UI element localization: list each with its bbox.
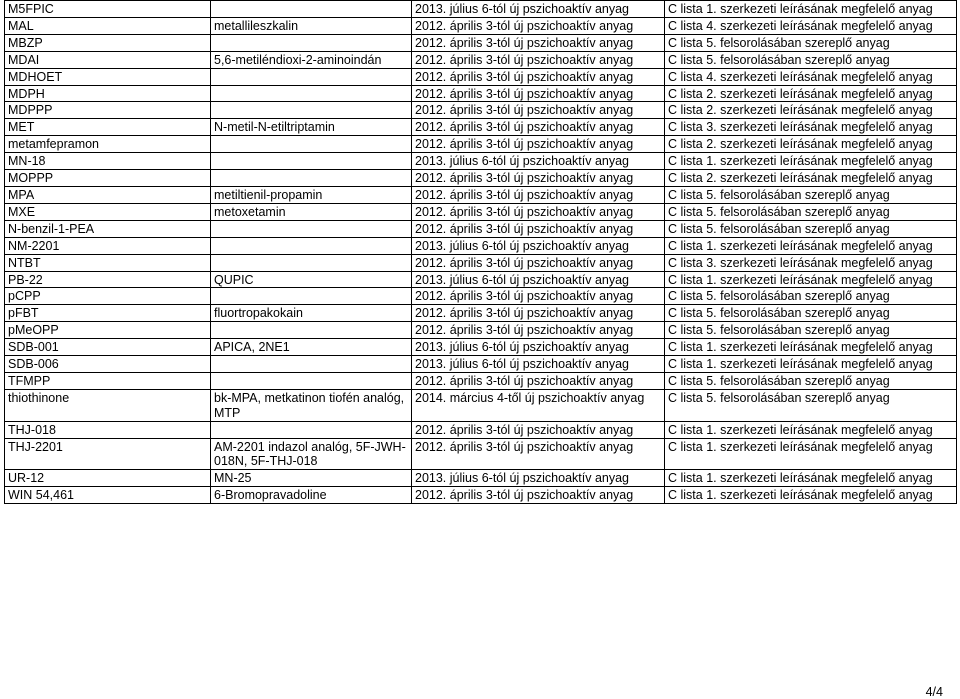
list-category-cell: C lista 4. szerkezeti leírásának megfelelő anyag (665, 68, 957, 85)
substance-alias-cell (211, 170, 412, 187)
effective-date-cell: 2012. április 3-tól új pszichoaktív anyag (412, 421, 665, 438)
substance-name-cell: M5FPIC (5, 1, 211, 18)
list-category-cell: C lista 5. felsorolásában szereplő anyag (665, 372, 957, 389)
substance-name-cell: N-benzil-1-PEA (5, 220, 211, 237)
list-category-cell: C lista 1. szerkezeti leírásának megfelelő anyag (665, 339, 957, 356)
substance-alias-cell: APICA, 2NE1 (211, 339, 412, 356)
list-category-cell: C lista 3. szerkezeti leírásának megfelelő anyag (665, 254, 957, 271)
substance-alias-cell (211, 34, 412, 51)
substance-name-cell: MAL (5, 17, 211, 34)
substance-alias-cell: metallileszkalin (211, 17, 412, 34)
substance-alias-cell (211, 288, 412, 305)
table-row (5, 203, 957, 220)
table-row (5, 305, 957, 322)
table-row (5, 17, 957, 34)
substance-name-cell: NM-2201 (5, 237, 211, 254)
effective-date-cell: 2012. április 3-tól új pszichoaktív anyag (412, 102, 665, 119)
table-row (5, 153, 957, 170)
effective-date-cell: 2012. április 3-tól új pszichoaktív anyag (412, 186, 665, 203)
substance-name-cell: MDPH (5, 85, 211, 102)
list-category-cell: C lista 5. felsorolásában szereplő anyag (665, 34, 957, 51)
substance-alias-cell: AM-2201 indazol analóg, 5F-JWH-018N, 5F-THJ-018 (211, 438, 412, 470)
list-category-cell: C lista 1. szerkezeti leírásának megfelelő anyag (665, 271, 957, 288)
list-category-cell: C lista 5. felsorolásában szereplő anyag (665, 186, 957, 203)
substance-name-cell: thiothinone (5, 389, 211, 421)
table-row (5, 271, 957, 288)
effective-date-cell: 2012. április 3-tól új pszichoaktív anyag (412, 372, 665, 389)
list-category-cell: C lista 2. szerkezeti leírásának megfelelő anyag (665, 85, 957, 102)
list-category-cell: C lista 5. felsorolásában szereplő anyag (665, 203, 957, 220)
substance-alias-cell: 5,6-metiléndioxi-2-aminoindán (211, 51, 412, 68)
substance-name-cell: MPA (5, 186, 211, 203)
substance-alias-cell: metoxetamin (211, 203, 412, 220)
substance-name-cell: UR-12 (5, 470, 211, 487)
list-category-cell: C lista 2. szerkezeti leírásának megfelelő anyag (665, 102, 957, 119)
list-category-cell: C lista 3. szerkezeti leírásának megfelelő anyag (665, 119, 957, 136)
substance-name-cell: metamfepramon (5, 136, 211, 153)
substance-name-cell: TFMPP (5, 372, 211, 389)
effective-date-cell: 2013. július 6-tól új pszichoaktív anyag (412, 356, 665, 373)
table-row (5, 288, 957, 305)
substance-alias-cell (211, 102, 412, 119)
substance-name-cell: pCPP (5, 288, 211, 305)
substance-name-cell: MDAI (5, 51, 211, 68)
substance-alias-cell (211, 372, 412, 389)
list-category-cell: C lista 1. szerkezeti leírásának megfelelő anyag (665, 470, 957, 487)
effective-date-cell: 2012. április 3-tól új pszichoaktív anyag (412, 254, 665, 271)
table-row (5, 339, 957, 356)
substance-name-cell: MDHOET (5, 68, 211, 85)
substance-alias-cell: MN-25 (211, 470, 412, 487)
table-row (5, 85, 957, 102)
table-row (5, 51, 957, 68)
list-category-cell: C lista 5. felsorolásában szereplő anyag (665, 389, 957, 421)
table-row (5, 34, 957, 51)
list-category-cell: C lista 4. szerkezeti leírásának megfelelő anyag (665, 17, 957, 34)
table-row (5, 170, 957, 187)
substance-alias-cell (211, 136, 412, 153)
substance-name-cell: SDB-001 (5, 339, 211, 356)
substance-name-cell: MOPPP (5, 170, 211, 187)
effective-date-cell: 2013. július 6-tól új pszichoaktív anyag (412, 1, 665, 18)
substance-name-cell: pFBT (5, 305, 211, 322)
table-row (5, 356, 957, 373)
substance-alias-cell (211, 68, 412, 85)
table-row (5, 470, 957, 487)
substance-alias-cell (211, 356, 412, 373)
effective-date-cell: 2012. április 3-tól új pszichoaktív anyag (412, 119, 665, 136)
effective-date-cell: 2012. április 3-tól új pszichoaktív anyag (412, 17, 665, 34)
substance-alias-cell: 6-Bromopravadoline (211, 487, 412, 504)
table-row (5, 254, 957, 271)
substance-alias-cell (211, 421, 412, 438)
table-row (5, 186, 957, 203)
table-row (5, 487, 957, 504)
list-category-cell: C lista 1. szerkezeti leírásának megfelelő anyag (665, 438, 957, 470)
effective-date-cell: 2012. április 3-tól új pszichoaktív anyag (412, 288, 665, 305)
substance-name-cell: MET (5, 119, 211, 136)
substance-alias-cell: QUPIC (211, 271, 412, 288)
effective-date-cell: 2012. április 3-tól új pszichoaktív anyag (412, 34, 665, 51)
table-row (5, 119, 957, 136)
substance-name-cell: MXE (5, 203, 211, 220)
effective-date-cell: 2012. április 3-tól új pszichoaktív anyag (412, 305, 665, 322)
table-row (5, 136, 957, 153)
list-category-cell: C lista 5. felsorolásában szereplő anyag (665, 305, 957, 322)
effective-date-cell: 2012. április 3-tól új pszichoaktív anyag (412, 170, 665, 187)
table-row (5, 220, 957, 237)
substance-alias-cell: N-metil-N-etiltriptamin (211, 119, 412, 136)
substance-name-cell: MN-18 (5, 153, 211, 170)
page-number: 4/4 (925, 685, 943, 699)
substance-name-cell: PB-22 (5, 271, 211, 288)
substance-alias-cell: metiltienil-propamin (211, 186, 412, 203)
effective-date-cell: 2013. július 6-tól új pszichoaktív anyag (412, 470, 665, 487)
substance-name-cell: pMeOPP (5, 322, 211, 339)
substance-alias-cell (211, 153, 412, 170)
list-category-cell: C lista 1. szerkezeti leírásának megfelelő anyag (665, 356, 957, 373)
effective-date-cell: 2013. július 6-tól új pszichoaktív anyag (412, 271, 665, 288)
substance-alias-cell (211, 85, 412, 102)
substance-name-cell: NTBT (5, 254, 211, 271)
table-row (5, 102, 957, 119)
substance-name-cell: MBZP (5, 34, 211, 51)
table-row (5, 237, 957, 254)
effective-date-cell: 2012. április 3-tól új pszichoaktív anyag (412, 203, 665, 220)
substance-alias-cell (211, 1, 412, 18)
substance-name-cell: MDPPP (5, 102, 211, 119)
list-category-cell: C lista 2. szerkezeti leírásának megfelelő anyag (665, 170, 957, 187)
effective-date-cell: 2012. április 3-tól új pszichoaktív anyag (412, 51, 665, 68)
table-row (5, 372, 957, 389)
list-category-cell: C lista 2. szerkezeti leírásának megfelelő anyag (665, 136, 957, 153)
table-row (5, 68, 957, 85)
substance-alias-cell (211, 237, 412, 254)
substance-alias-cell: fluortropakokain (211, 305, 412, 322)
table-row (5, 1, 957, 18)
effective-date-cell: 2012. április 3-tól új pszichoaktív anyag (412, 487, 665, 504)
list-category-cell: C lista 1. szerkezeti leírásának megfelelő anyag (665, 153, 957, 170)
effective-date-cell: 2014. március 4-től új pszichoaktív anyag (412, 389, 665, 421)
substance-name-cell: THJ-018 (5, 421, 211, 438)
effective-date-cell: 2012. április 3-tól új pszichoaktív anyag (412, 136, 665, 153)
table-row (5, 389, 957, 421)
effective-date-cell: 2013. július 6-tól új pszichoaktív anyag (412, 153, 665, 170)
effective-date-cell: 2012. április 3-tól új pszichoaktív anyag (412, 85, 665, 102)
table-body (5, 1, 957, 504)
table-row (5, 438, 957, 470)
substance-name-cell: WIN 54,461 (5, 487, 211, 504)
effective-date-cell: 2012. április 3-tól új pszichoaktív anyag (412, 438, 665, 470)
substance-alias-cell: bk-MPA, metkatinon tiofén analóg, MTP (211, 389, 412, 421)
list-category-cell: C lista 1. szerkezeti leírásának megfelelő anyag (665, 487, 957, 504)
substance-alias-cell (211, 322, 412, 339)
list-category-cell: C lista 5. felsorolásában szereplő anyag (665, 322, 957, 339)
effective-date-cell: 2012. április 3-tól új pszichoaktív anyag (412, 322, 665, 339)
substance-name-cell: SDB-006 (5, 356, 211, 373)
effective-date-cell: 2012. április 3-tól új pszichoaktív anyag (412, 220, 665, 237)
effective-date-cell: 2012. április 3-tól új pszichoaktív anyag (412, 68, 665, 85)
table-row (5, 421, 957, 438)
substance-name-cell: THJ-2201 (5, 438, 211, 470)
list-category-cell: C lista 5. felsorolásában szereplő anyag (665, 288, 957, 305)
table-row (5, 322, 957, 339)
substance-alias-cell (211, 220, 412, 237)
substance-alias-cell (211, 254, 412, 271)
list-category-cell: C lista 5. felsorolásában szereplő anyag (665, 51, 957, 68)
list-category-cell: C lista 5. felsorolásában szereplő anyag (665, 220, 957, 237)
list-category-cell: C lista 1. szerkezeti leírásának megfelelő anyag (665, 1, 957, 18)
list-category-cell: C lista 1. szerkezeti leírásának megfelelő anyag (665, 237, 957, 254)
list-category-cell: C lista 1. szerkezeti leírásának megfelelő anyag (665, 421, 957, 438)
effective-date-cell: 2013. július 6-tól új pszichoaktív anyag (412, 339, 665, 356)
effective-date-cell: 2013. július 6-tól új pszichoaktív anyag (412, 237, 665, 254)
substance-table (4, 0, 957, 504)
